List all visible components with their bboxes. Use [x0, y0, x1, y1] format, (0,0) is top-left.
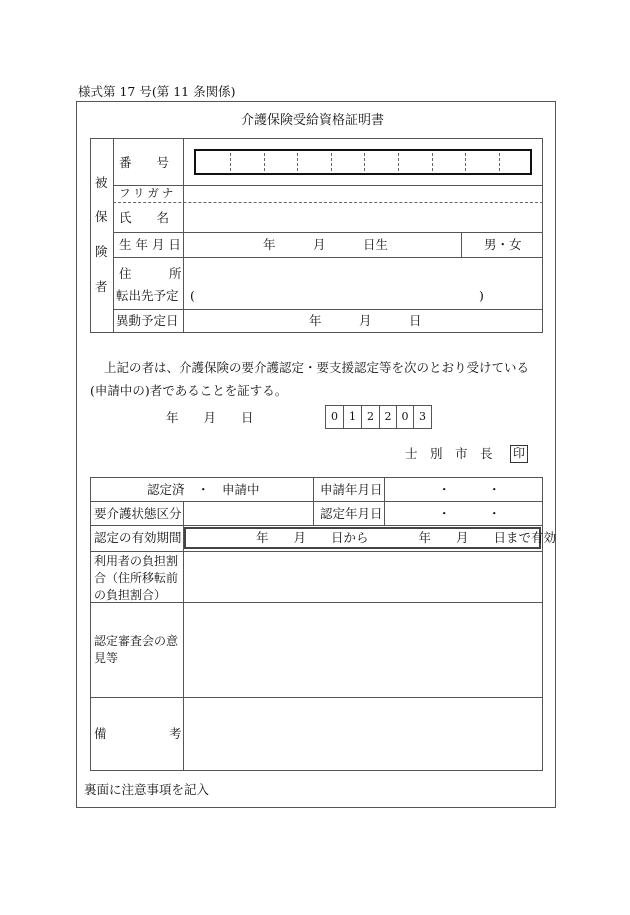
code-digit: 2 [362, 406, 380, 428]
paren-open: ( [190, 288, 195, 303]
gender-options[interactable]: 男・女 [484, 237, 522, 252]
number-label: 番 号 [119, 155, 170, 170]
application-date-value: ・ ・ [438, 482, 501, 497]
insured-number-field[interactable] [194, 149, 532, 175]
care-level-label: 要介護状態区分 [94, 506, 182, 521]
issuer: 士 別 市 長 [405, 446, 493, 461]
transfer-label: 転出先予定 [116, 288, 179, 303]
remarks-label: 備 考 [94, 726, 182, 741]
certification-text: 上記の者は、介護保険の要介護認定・要支援認定等を次のとおり受けている(申請中の)者であることを証する。 [90, 360, 530, 398]
form-title: 介護保険受給資格証明書 [241, 113, 385, 128]
certification-date-value: ・ ・ [438, 506, 501, 521]
status-options[interactable]: 認定済 ・ 申請中 [147, 482, 260, 497]
footer-note: 裏面に注意事項を記入 [84, 782, 210, 797]
application-date-label: 申請年月日 [320, 482, 383, 497]
side-label-char: 険 [95, 244, 108, 259]
code-digit: 0 [397, 406, 414, 428]
side-label-char: 被 [95, 175, 108, 190]
birth-date-value: 年 月 日生 [263, 237, 389, 252]
code-digit: 3 [419, 410, 426, 423]
birth-date-label: 生 年 月 日 [119, 237, 181, 252]
review-opinion-label: 認定審査会の意見等 [94, 634, 179, 665]
paren-close: ) [479, 288, 484, 303]
seal-mark: 印 [510, 445, 528, 463]
form-number: 様式第 17 号(第 11 条関係) [78, 84, 236, 99]
code-digit: 2 [380, 406, 397, 428]
code-boxes [325, 405, 432, 429]
side-label-char: 者 [95, 279, 108, 294]
move-date-label: 異動予定日 [116, 313, 179, 328]
burden-ratio-label: 利用者の負担割合（住所移転前の負担割合） [94, 554, 179, 602]
validity-label: 認定の有効期間 [94, 530, 182, 545]
address-label: 住 所 [119, 266, 182, 281]
validity-value: 年 月 日から 年 月 日まで有効 [256, 530, 557, 545]
code-digit: 1 [344, 406, 362, 428]
side-label-char: 保 [95, 209, 108, 224]
certification-date-label: 認定年月日 [320, 506, 383, 521]
code-digit: 0 [326, 406, 344, 428]
move-date-value: 年 月 日 [309, 313, 422, 328]
furigana-label: フリガナ [119, 186, 177, 200]
certification-date: 年 月 日 [166, 410, 254, 425]
name-label: 氏 名 [119, 210, 170, 225]
